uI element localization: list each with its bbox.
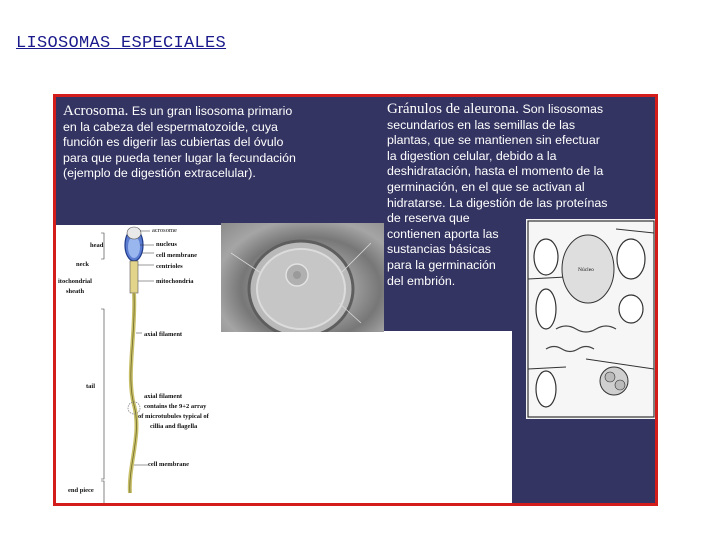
aleurona-line: plantas, que se mantienen sin efectuar	[387, 133, 600, 148]
label-nucleo: Núcleo	[578, 267, 594, 273]
label-sheath: sheath	[66, 288, 85, 295]
label-head: head	[90, 242, 104, 249]
plant-cell-drawing	[526, 219, 656, 419]
acrosoma-line: Es un gran lisosoma primario	[131, 104, 293, 118]
label-axial-note: of microtubules typical of	[138, 413, 209, 420]
acrosoma-line: para que pueda tener lugar la fecundación	[63, 150, 296, 165]
aleurona-line: secundarios en las semillas de las	[387, 117, 576, 132]
label-axial-note: axial filament	[144, 393, 183, 400]
label-axial-note: cillia and flagella	[150, 423, 198, 430]
aleurona-line: germinación, en el que se activan al	[387, 179, 585, 194]
label-cell-membrane: cell membrane	[156, 252, 197, 259]
aleurona-line: contienen aporta las	[387, 226, 499, 241]
label-nucleus: nucleus	[156, 241, 177, 248]
acrosoma-text	[63, 104, 368, 182]
aleurona-line: de reserva que	[387, 211, 470, 226]
label-axial-filament: axial filament	[144, 331, 183, 338]
acrosoma-line: función es digerir las cubiertas del óvulo	[63, 135, 284, 150]
aleurona-line: sustancias básicas	[387, 242, 491, 257]
aleurona-line: del embrión.	[387, 273, 456, 288]
label-cell-membrane-2: cell membrane	[148, 461, 189, 468]
aleurona-line: hidratarse. La digestión de las proteínas	[387, 195, 608, 210]
acrosoma-line: en la cabeza del espermatozoide, cuya	[63, 119, 278, 134]
page-title: LISOSOMAS ESPECIALES	[16, 34, 227, 53]
aleurona-heading: Gránulos de aleurona.	[387, 101, 520, 117]
label-axial-note: contains the 9+2 array	[144, 403, 207, 410]
label-acrosome: acrosome	[152, 227, 177, 234]
label-tail: tail	[86, 383, 96, 390]
label-mitochondrial: itochondrial	[58, 278, 92, 285]
ovum-drawing	[221, 223, 384, 332]
aleurona-line: deshidratación, hasta el momento de la	[387, 164, 604, 179]
ovum-micrograph	[221, 223, 384, 332]
label-neck: neck	[76, 261, 89, 268]
acrosoma-heading: Acrosoma.	[63, 103, 129, 119]
aleurona-line: la digestion celular, debido a la	[387, 148, 557, 163]
aleurona-line: para la germinación	[387, 257, 496, 272]
plant-cell-diagram	[526, 219, 656, 419]
label-mitochondria: mitochondria	[156, 278, 194, 285]
label-end-piece: end piece	[68, 487, 94, 494]
slide-frame	[53, 94, 658, 506]
acrosoma-line: (ejemplo de digestión extracelular).	[63, 166, 256, 181]
aleurona-line: Son lisosomas	[522, 102, 604, 116]
sperm-diagram	[56, 225, 224, 506]
label-centrioles: centrioles	[156, 263, 183, 270]
